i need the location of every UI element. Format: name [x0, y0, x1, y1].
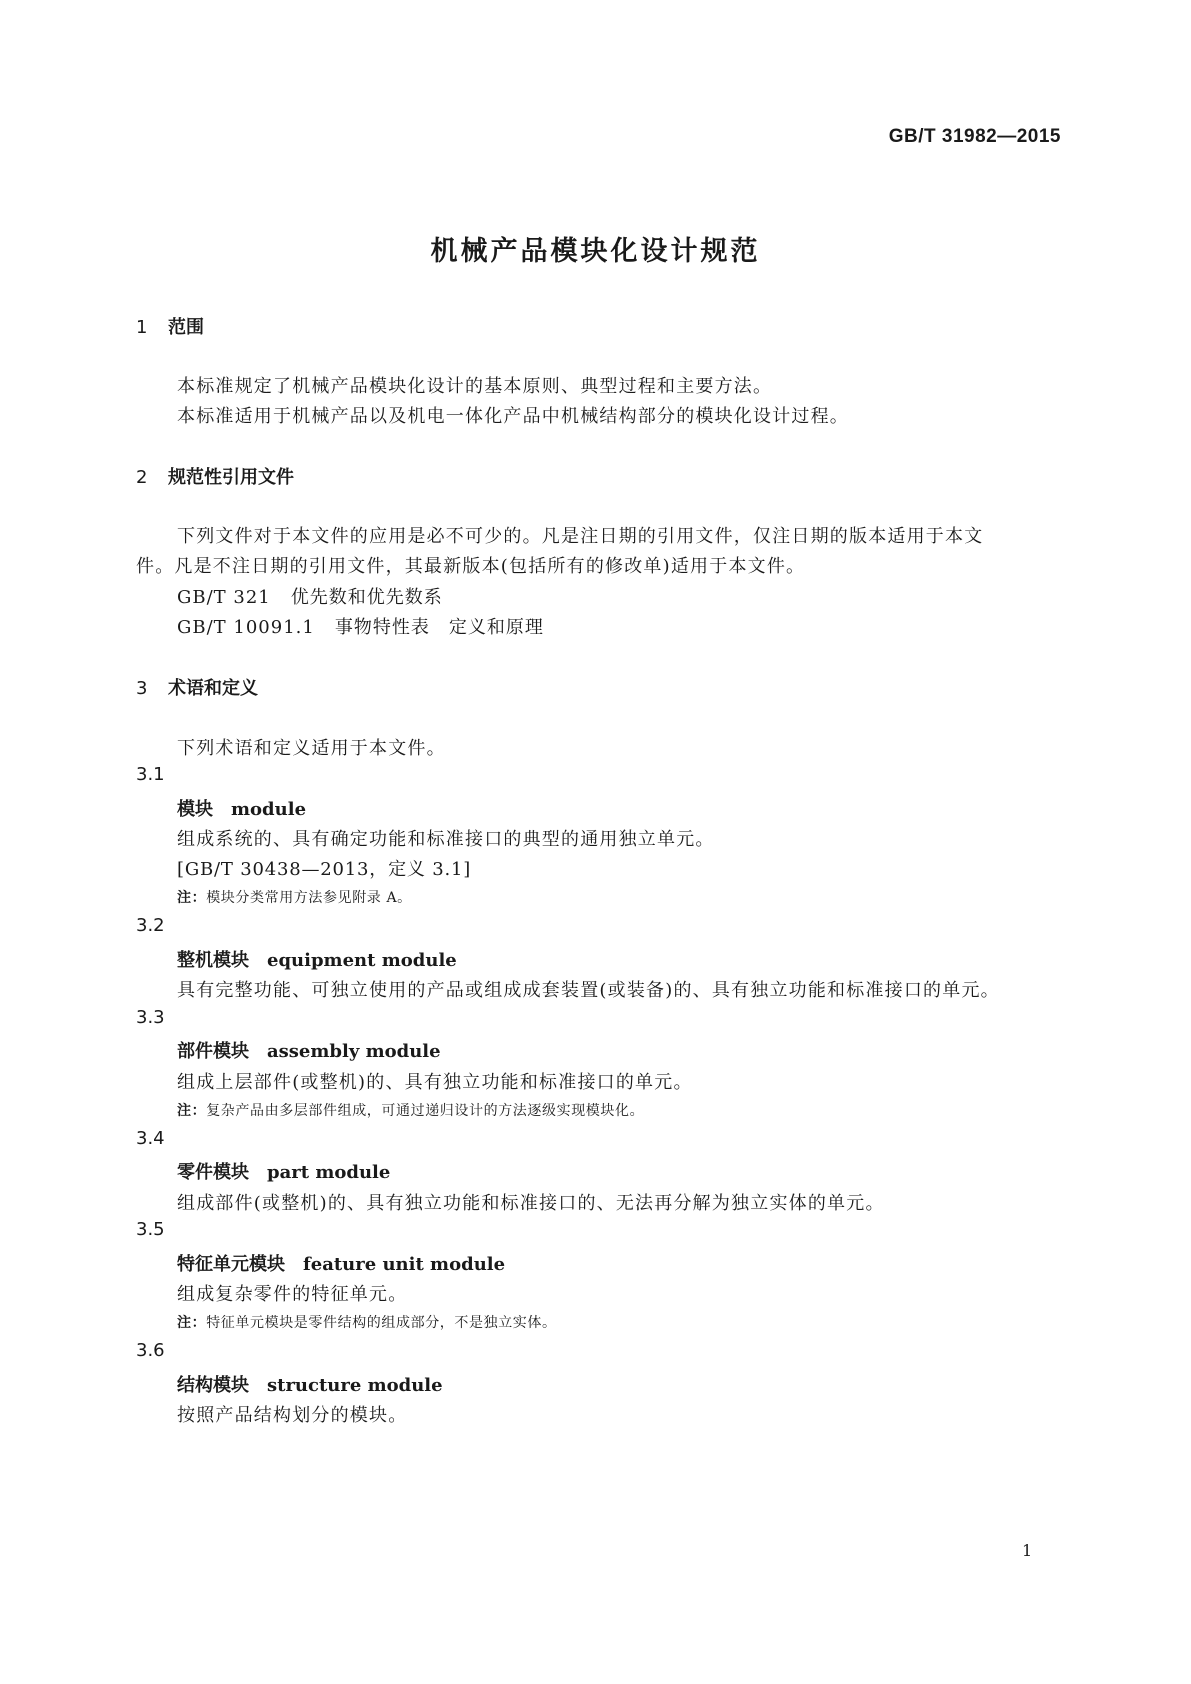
reference-title: 事物特性表 定义和原理: [334, 617, 544, 638]
term-en: assembly module: [267, 1041, 441, 1062]
scope-paragraph-1: 本标准规定了机械产品模块化设计的基本原则、典型过程和主要方法。: [177, 376, 773, 397]
term-heading: [177, 1250, 505, 1276]
reference-title: 优先数和优先数系: [290, 587, 443, 608]
term-number: 3.5: [136, 1219, 165, 1240]
term-definition: 组成上层部件(或整机)的、具有独立功能和标准接口的单元。: [177, 1072, 693, 1093]
term-en: structure module: [267, 1375, 443, 1396]
term-zh: 部件模块: [177, 1041, 249, 1062]
section-heading-3: [136, 674, 258, 700]
term-heading: [177, 795, 306, 821]
note-text: 特征单元模块是零件结构的组成部分，不是独立实体。: [206, 1315, 557, 1331]
page-number: 1: [1022, 1541, 1033, 1560]
term-number: 3.3: [136, 1007, 165, 1028]
note-text: 模块分类常用方法参见附录 A。: [206, 890, 412, 906]
normative-intro-line-1: 下列文件对于本文件的应用是必不可少的。凡是注日期的引用文件，仅注日期的版本适用于本文: [177, 526, 984, 547]
term-note: [177, 887, 412, 907]
reference-item: [177, 583, 443, 609]
section-title: 范围: [168, 317, 204, 338]
terms-intro: 下列术语和定义适用于本文件。: [177, 738, 446, 759]
term-en: feature unit module: [303, 1254, 506, 1275]
note-label: 注：: [177, 1315, 207, 1331]
section-number: 2: [136, 467, 148, 488]
section-number: 3: [136, 678, 148, 699]
term-definition: 按照产品结构划分的模块。: [177, 1405, 408, 1426]
term-zh: 特征单元模块: [177, 1254, 285, 1275]
term-zh: 整机模块: [177, 950, 249, 971]
section-heading-2: [136, 463, 294, 489]
term-en: equipment module: [267, 950, 457, 971]
term-zh: 模块: [177, 799, 213, 820]
note-text: 复杂产品由多层部件组成，可通过递归设计的方法逐级实现模块化。: [206, 1103, 645, 1119]
term-number: 3.1: [136, 764, 165, 785]
term-definition: 组成系统的、具有确定功能和标准接口的典型的通用独立单元。: [177, 829, 715, 850]
term-note: [177, 1100, 644, 1120]
term-zh: 结构模块: [177, 1375, 249, 1396]
reference-item: [177, 613, 544, 639]
document-title: 机械产品模块化设计规范: [430, 236, 761, 267]
section-number: 1: [136, 317, 148, 338]
term-en: part module: [267, 1162, 391, 1183]
term-heading: [177, 946, 457, 972]
scope-paragraph-2: 本标准适用于机械产品以及机电一体化产品中机械结构部分的模块化设计过程。: [177, 406, 849, 427]
term-heading: [177, 1371, 443, 1397]
standard-code: GB/T 31982—2015: [888, 126, 1061, 147]
term-source: [GB/T 30438—2013，定义 3.1]: [177, 859, 472, 880]
note-label: 注：: [177, 1103, 207, 1119]
term-zh: 零件模块: [177, 1162, 249, 1183]
term-definition: 组成复杂零件的特征单元。: [177, 1284, 408, 1305]
term-number: 3.4: [136, 1128, 165, 1149]
term-number: 3.2: [136, 915, 165, 936]
term-number: 3.6: [136, 1340, 165, 1361]
term-definition: 组成部件(或整机)的、具有独立功能和标准接口的、无法再分解为独立实体的单元。: [177, 1193, 885, 1214]
term-en: module: [231, 799, 307, 820]
note-label: 注：: [177, 890, 207, 906]
section-title: 术语和定义: [168, 678, 258, 699]
section-title: 规范性引用文件: [168, 467, 294, 488]
reference-code: GB/T 10091.1: [177, 617, 315, 638]
term-note: [177, 1312, 557, 1332]
section-heading-1: [136, 313, 204, 339]
reference-code: GB/T 321: [177, 587, 271, 608]
term-definition: 具有完整功能、可独立使用的产品或组成成套装置(或装备)的、具有独立功能和标准接口的单元。: [177, 980, 1000, 1001]
term-heading: [177, 1158, 390, 1184]
normative-intro-line-2: 件。凡是不注日期的引用文件，其最新版本(包括所有的修改单)适用于本文件。: [136, 556, 806, 577]
term-heading: [177, 1037, 441, 1063]
